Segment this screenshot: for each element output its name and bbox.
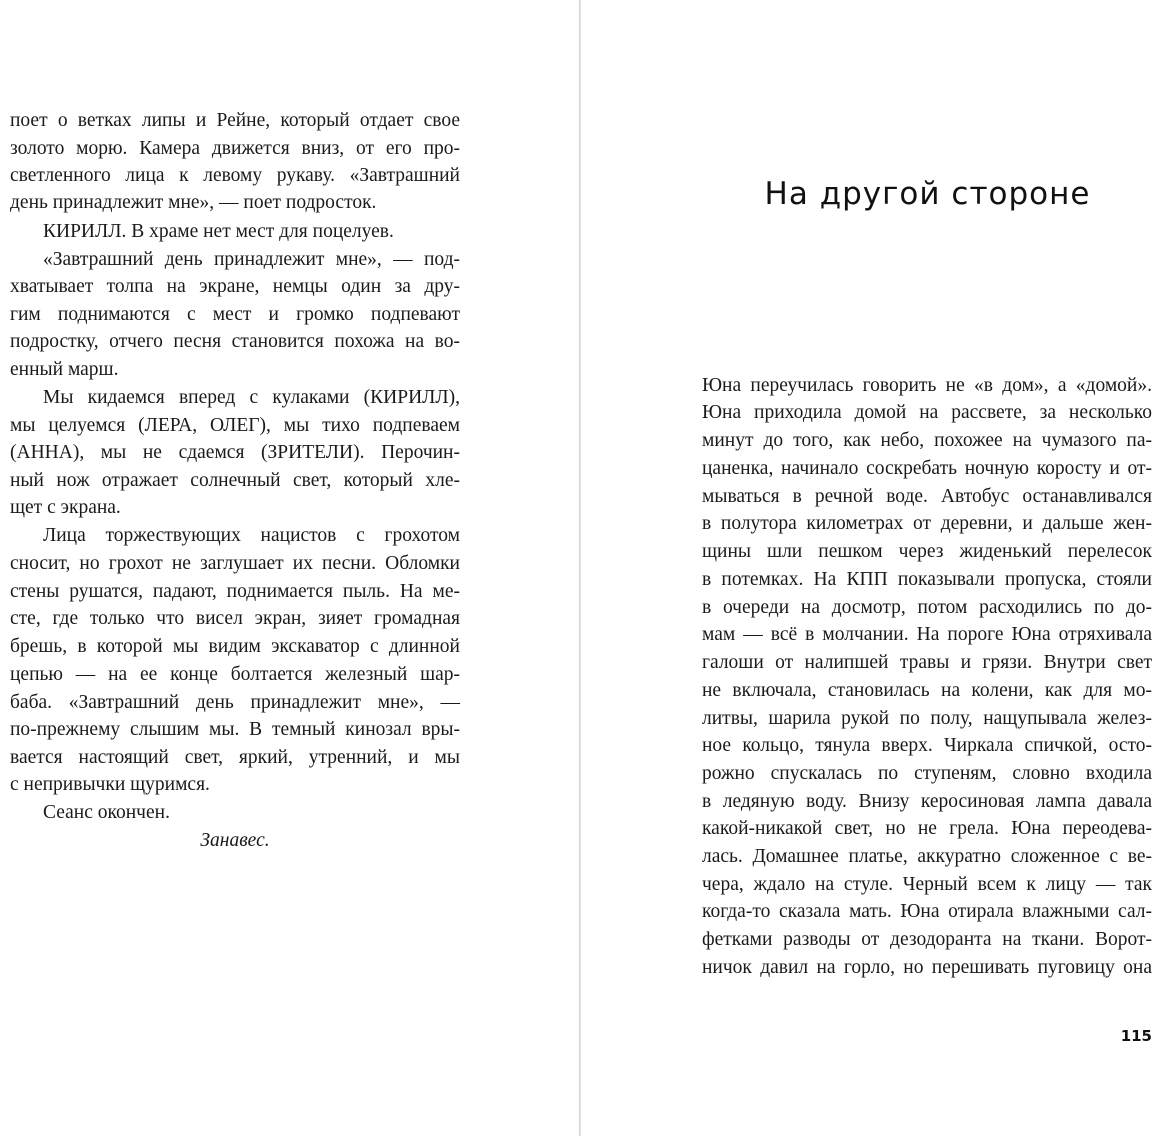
text-line: мываться в речной воде. Автобус останавливался — [702, 486, 1152, 507]
text-line: КИРИЛЛ. В храме нет мест для поцелуев. — [43, 221, 394, 242]
text-line: мам — всё в молчании. На пороге Юна отряхивала — [702, 624, 1152, 645]
text-line: в полутора километрах от деревни, и дальше жен- — [702, 513, 1152, 534]
text-line: чера, ждало на стуле. Черный всем к лицу — так — [702, 874, 1152, 895]
text-line: енный марш. — [10, 359, 119, 380]
text-line: подростку, отчего песня становится похожа на во- — [10, 331, 460, 352]
text-line: щет с экрана. — [10, 497, 121, 518]
text-line: лась. Домашнее платье, аккуратно сложенное с ве- — [702, 846, 1152, 867]
text-line: минут до того, как небо, похожее на чумазого па- — [702, 430, 1152, 451]
text-line: ное кольцо, тянула вверх. Чиркала спичкой, осто- — [702, 735, 1152, 756]
text-line: в очереди на досмотр, потом расходились по до- — [702, 597, 1152, 618]
text-line: фетками разводы от дезодоранта на ткани. Ворот- — [702, 929, 1152, 950]
text-line: галоши от налипшей травы и грязи. Внутри свет — [702, 652, 1152, 673]
text-line: брешь, в которой мы видим экскаватор с длинной — [10, 636, 460, 657]
text-line: когда-то сказала мать. Юна отирала влажными сал- — [702, 901, 1152, 922]
text-line: рожно спускалась по ступеням, словно входила — [702, 763, 1152, 784]
text-line: литвы, шарила рукой по полу, нащупывала желез- — [702, 708, 1152, 729]
text-line: «Завтрашний день принадлежит мне», — под- — [43, 249, 460, 270]
text-line: какой-никакой свет, но не грела. Юна переодева- — [702, 818, 1152, 839]
text-line: золото морю. Камера движется вниз, от его про- — [10, 138, 460, 159]
text-line: хватывает толпа на экране, немцы один за дру- — [10, 276, 460, 297]
text-line: ничок давил на горло, но перешивать пуговицу она — [702, 957, 1152, 978]
text-line: сте, где только что висел экран, зияет громадная — [10, 608, 460, 629]
text-line: в ледяную воду. Внизу керосиновая лампа давала — [702, 791, 1152, 812]
text-line: ный нож отражает солнечный свет, который хле- — [10, 470, 460, 491]
text-line: сносит, но грохот не заглушает их песни. Обломки — [10, 553, 460, 574]
text-line: поет о ветках липы и Рейне, который отдает свое — [10, 110, 460, 131]
text-line: баба. «Завтрашний день принадлежит мне», — — [10, 692, 460, 713]
text-line: щины шли пешком через жиденький перелесок — [702, 541, 1152, 562]
text-line: (АННА), мы не сдаемся (ЗРИТЕЛИ). Перочин- — [10, 442, 460, 463]
text-line: Юна приходила домой на рассвете, за несколько — [702, 402, 1152, 423]
text-line: стены рушатся, падают, поднимается пыль. На ме- — [10, 581, 460, 602]
text-line: по-прежнему слышим мы. В темный кинозал вры- — [10, 719, 460, 740]
chapter-title: На другой стороне — [764, 176, 1091, 212]
text-line: цаненка, начинало соскребать ночную коросту и от- — [702, 458, 1152, 479]
text-line: Сеанс окончен. — [43, 802, 170, 823]
text-line: с непривычки щуримся. — [10, 774, 210, 795]
text-line: день принадлежит мне», — поет подросток. — [10, 192, 377, 213]
text-line: гим поднимаются с мест и громко подпевают — [10, 304, 460, 325]
page-number: 115 — [1120, 1027, 1152, 1045]
text-line: вается настоящий свет, яркий, утренний, и мы — [10, 747, 460, 768]
text-line: не включала, становилась на колени, как для мо- — [702, 680, 1152, 701]
text-line: в потемках. На КПП показывали пропуска, стояли — [702, 569, 1152, 590]
text-line: Лица торжествующих нацистов с грохотом — [43, 525, 460, 546]
page-gutter — [579, 0, 581, 1136]
text-line: Мы кидаемся вперед с кулаками (КИРИЛЛ), — [43, 387, 460, 408]
text-line: мы целуемся (ЛЕРА, ОЛЕГ), мы тихо подпеваем — [10, 415, 460, 436]
text-line: светленного лица к левому рукаву. «Завтрашний — [10, 165, 460, 186]
text-line: цепью — на ее конце болтается железный шар- — [10, 664, 460, 685]
text-line: Юна переучилась говорить не «в дом», а «домой». — [702, 375, 1152, 396]
curtain-direction: Занавес. — [200, 830, 270, 851]
